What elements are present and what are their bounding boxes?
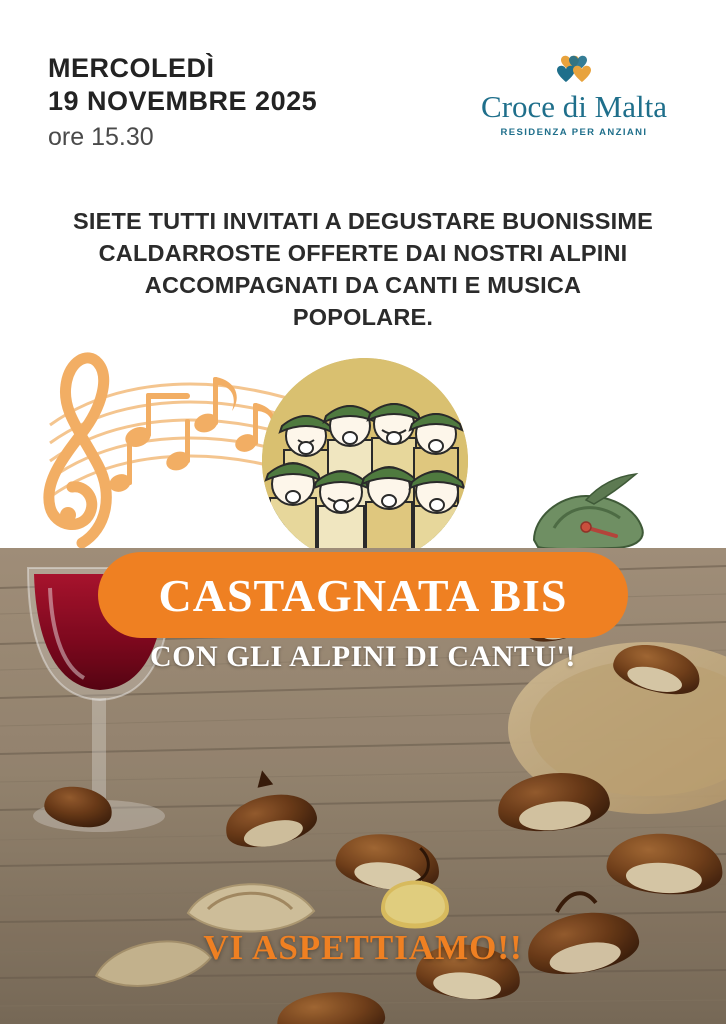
invitation-line-1: SIETE TUTTI INVITATI A DEGUSTARE BUONISSIME bbox=[72, 208, 653, 234]
event-time: ore 15.30 bbox=[48, 123, 154, 151]
interlocking-hearts-cross-icon bbox=[543, 52, 605, 88]
invitation-line-2: CALDARROSTE OFFERTE DAI NOSTRI ALPINI bbox=[98, 240, 628, 266]
event-subtitle: CON GLI ALPINI DI CANTU'! bbox=[150, 640, 576, 673]
poster-header bbox=[0, 0, 726, 190]
event-title: CASTAGNATA BIS bbox=[158, 569, 568, 621]
logo-name: Croce di Malta bbox=[481, 89, 667, 124]
logo-tagline: RESIDENZA PER ANZIANI bbox=[500, 127, 648, 138]
invitation-line-3: ACCOMPAGNATI DA CANTI E MUSICA bbox=[144, 272, 582, 298]
event-date-block bbox=[48, 52, 317, 154]
invitation-text bbox=[0, 205, 726, 333]
event-weekday: MERCOLEDÌ bbox=[48, 53, 215, 83]
alpini-feather-hat-icon bbox=[524, 470, 654, 560]
closing-message: VI ASPETTIAMO!! bbox=[203, 928, 523, 967]
organization-logo bbox=[464, 52, 684, 138]
invitation-line-4: POPOLARE. bbox=[292, 304, 434, 330]
title-banner bbox=[98, 552, 628, 638]
alpini-choir-illustration bbox=[262, 358, 468, 564]
event-date: 19 NOVEMBRE 2025 bbox=[48, 86, 318, 116]
